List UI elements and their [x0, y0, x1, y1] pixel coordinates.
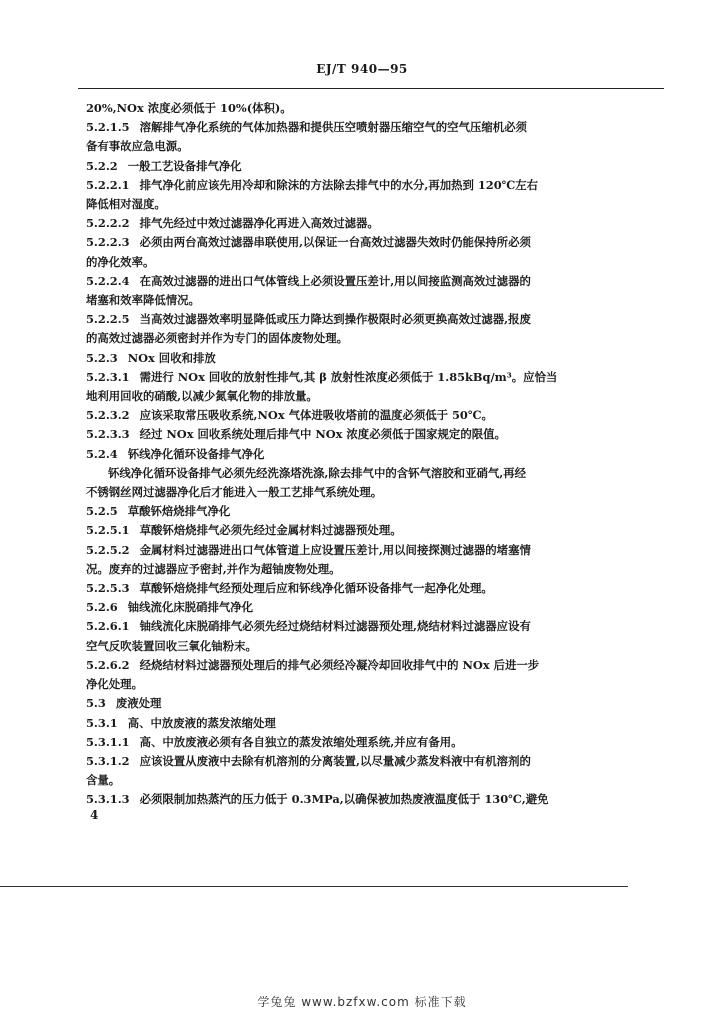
page-number: 4 — [90, 808, 99, 822]
text-line — [86, 445, 664, 464]
text-line — [86, 253, 664, 272]
text-line — [86, 502, 664, 521]
clause-text: 必须由两台高效过滤器串联使用,以保证一台高效过滤器失效时仍能保持所必须 — [139, 235, 531, 250]
clause-text: 需进行 NOx 回收的放射性排气,其 β 放射性浓度必须低于 1.85kBq/m³。应恰当 — [139, 369, 558, 384]
clause-text: 草酸钚焙烧排气必须先经过金属材料过滤器预处理。 — [139, 523, 402, 538]
text-line — [86, 310, 664, 329]
clause-text: 铀线流化床脱硝排气必须先经过烧结材料过滤器预处理,烧结材料过滤器应设有 — [139, 619, 531, 634]
text-line — [86, 790, 664, 809]
text-line — [86, 541, 664, 560]
clause-text: 金属材料过滤器进出口气体管道上应设置压差计,用以间接探测过滤器的堵塞情 — [139, 542, 531, 557]
clause-text: 堵塞和效率降低情况。 — [86, 293, 200, 308]
clause-text: 必须限制加热蒸汽的压力低于 0.3MPa,以确保被加热废液温度低于 130℃,避免 — [139, 792, 549, 807]
clause-number: 5.3.1.3 — [86, 792, 130, 807]
clause-text: 废液处理 — [115, 696, 162, 711]
text-line — [86, 99, 664, 118]
text-line — [86, 176, 664, 195]
clause-text: 溶解排气净化系统的气体加热器和提供压空喷射器压缩空气的空气压缩机必须 — [139, 120, 527, 135]
text-line — [86, 714, 664, 733]
text-line — [86, 483, 664, 502]
clause-text: 当高效过滤器效率明显降低或压力降达到操作极限时必须更换高效过滤器,报废 — [139, 312, 531, 327]
standard-code-header: EJ/T 940—95 — [316, 62, 408, 76]
clause-number: 5.2.2.4 — [86, 273, 130, 288]
clause-text: 草酸钚焙烧排气净化 — [127, 504, 231, 519]
clause-number: 5.2.4 — [86, 446, 118, 461]
text-line — [86, 656, 664, 675]
text-line — [86, 157, 664, 176]
clause-number: 5.2.2.2 — [86, 216, 130, 231]
text-line — [86, 752, 664, 771]
text-line — [86, 464, 664, 483]
header-divider — [78, 88, 664, 89]
text-line — [86, 137, 664, 156]
footer-divider — [0, 886, 628, 887]
clause-text: 20%,NOx 浓度必须低于 10%(体积)。 — [86, 101, 292, 115]
body-text — [86, 99, 664, 810]
text-line — [86, 349, 664, 368]
clause-number: 5.2.3.3 — [86, 427, 130, 442]
clause-number: 5.3.1 — [86, 715, 118, 730]
text-line — [86, 617, 664, 636]
clause-text: 净化处理。 — [86, 677, 143, 692]
text-line — [86, 598, 664, 617]
text-line — [86, 214, 664, 233]
clause-text: 的净化效率。 — [86, 254, 155, 269]
text-line — [86, 637, 664, 656]
clause-number: 5.3.1.2 — [86, 753, 130, 768]
clause-number: 5.2.5 — [86, 504, 118, 519]
clause-text: 一般工艺设备排气净化 — [127, 158, 242, 173]
text-line — [86, 675, 664, 694]
clause-number: 5.2.6.1 — [86, 619, 130, 634]
clause-text: 地利用回收的硝酸,以减少氮氧化物的排放量。 — [86, 389, 318, 404]
text-line — [86, 406, 664, 425]
text-line — [86, 579, 664, 598]
text-line — [86, 118, 664, 137]
clause-number: 5.3.1.1 — [86, 734, 130, 749]
text-line — [86, 521, 664, 540]
text-line — [86, 387, 664, 406]
clause-number: 5.2.3.2 — [86, 408, 130, 423]
clause-number: 5.2.6.2 — [86, 657, 130, 672]
clause-number: 5.2.5.2 — [86, 542, 130, 557]
clause-number: 5.2.3 — [86, 350, 118, 365]
clause-number: 5.2.6 — [86, 600, 118, 615]
clause-number: 5.2.1.5 — [86, 120, 130, 135]
clause-text: 草酸钚焙烧排气经预处理后应和钚线净化循环设备排气一起净化处理。 — [139, 581, 493, 596]
text-line — [86, 272, 664, 291]
clause-text: 钚线净化循环设备排气净化 — [127, 446, 265, 461]
clause-number: 5.2.2.3 — [86, 235, 130, 250]
clause-text: 备有事故应急电源。 — [86, 139, 189, 154]
text-line — [86, 368, 664, 387]
clause-text: 含量。 — [86, 773, 121, 788]
clause-text: 应该设置从废液中去除有机溶剂的分离装置,以尽量减少蒸发料液中有机溶剂的 — [139, 753, 531, 768]
text-line — [86, 291, 664, 310]
text-line — [86, 195, 664, 214]
clause-text: 铀线流化床脱硝排气净化 — [127, 600, 254, 615]
clause-number: 5.3 — [86, 696, 106, 711]
clause-text: 高、中放废液必须有各自独立的蒸发浓缩处理系统,并应有备用。 — [139, 734, 463, 749]
clause-text: 应该采取常压吸收系统,NOx 气体进吸收塔前的温度必须低于 50℃。 — [139, 408, 493, 423]
text-line — [86, 771, 664, 790]
clause-text: 排气净化前应该先用冷却和除沫的方法除去排气中的水分,再加热到 120℃左右 — [139, 177, 539, 192]
clause-number: 5.2.2 — [86, 158, 118, 173]
clause-number: 5.2.3.1 — [86, 369, 130, 384]
clause-text: 排气先经过中效过滤器净化再进入高效过滤器。 — [139, 216, 379, 231]
clause-number: 5.2.5.1 — [86, 523, 130, 538]
clause-text: NOx 回收和排放 — [127, 350, 216, 365]
text-line — [86, 560, 664, 579]
clause-text: 况。废弃的过滤器应予密封,并作为超铀废物处理。 — [86, 561, 341, 576]
text-line — [86, 694, 664, 713]
clause-text: 经烧结材料过滤器预处理后的排气必须经冷凝冷却回收排气中的 NOx 后进一步 — [139, 657, 540, 672]
text-line — [86, 329, 664, 348]
clause-text: 钚线净化循环设备排气必须先经洗涤塔洗涤,除去排气中的含钚气溶胶和亚硝气,再经 — [108, 465, 526, 480]
clause-text: 高、中放废液的蒸发浓缩处理 — [127, 715, 276, 730]
clause-number: 5.2.2.5 — [86, 312, 130, 327]
clause-number: 5.2.5.3 — [86, 581, 130, 596]
site-watermark[interactable]: 学兔兔 www.bzfxw.com 标准下载 — [257, 995, 467, 1009]
clause-number: 5.2.2.1 — [86, 177, 130, 192]
text-line — [86, 425, 664, 444]
clause-text: 在高效过滤器的进出口气体管线上必须设置压差计,用以间接监测高效过滤器的 — [139, 273, 531, 288]
clause-text: 的高效过滤器必须密封并作为专门的固体废物处理。 — [86, 331, 348, 346]
clause-text: 空气反吹装置回收三氧化铀粉末。 — [86, 638, 257, 653]
clause-text: 经过 NOx 回收系统处理后排气中 NOx 浓度必须低于国家规定的限值。 — [139, 427, 506, 442]
clause-text: 降低相对湿度。 — [86, 197, 166, 212]
clause-text: 不锈钢丝网过滤器净化后才能进入一般工艺排气系统处理。 — [86, 485, 383, 500]
text-line — [86, 733, 664, 752]
text-line — [86, 233, 664, 252]
